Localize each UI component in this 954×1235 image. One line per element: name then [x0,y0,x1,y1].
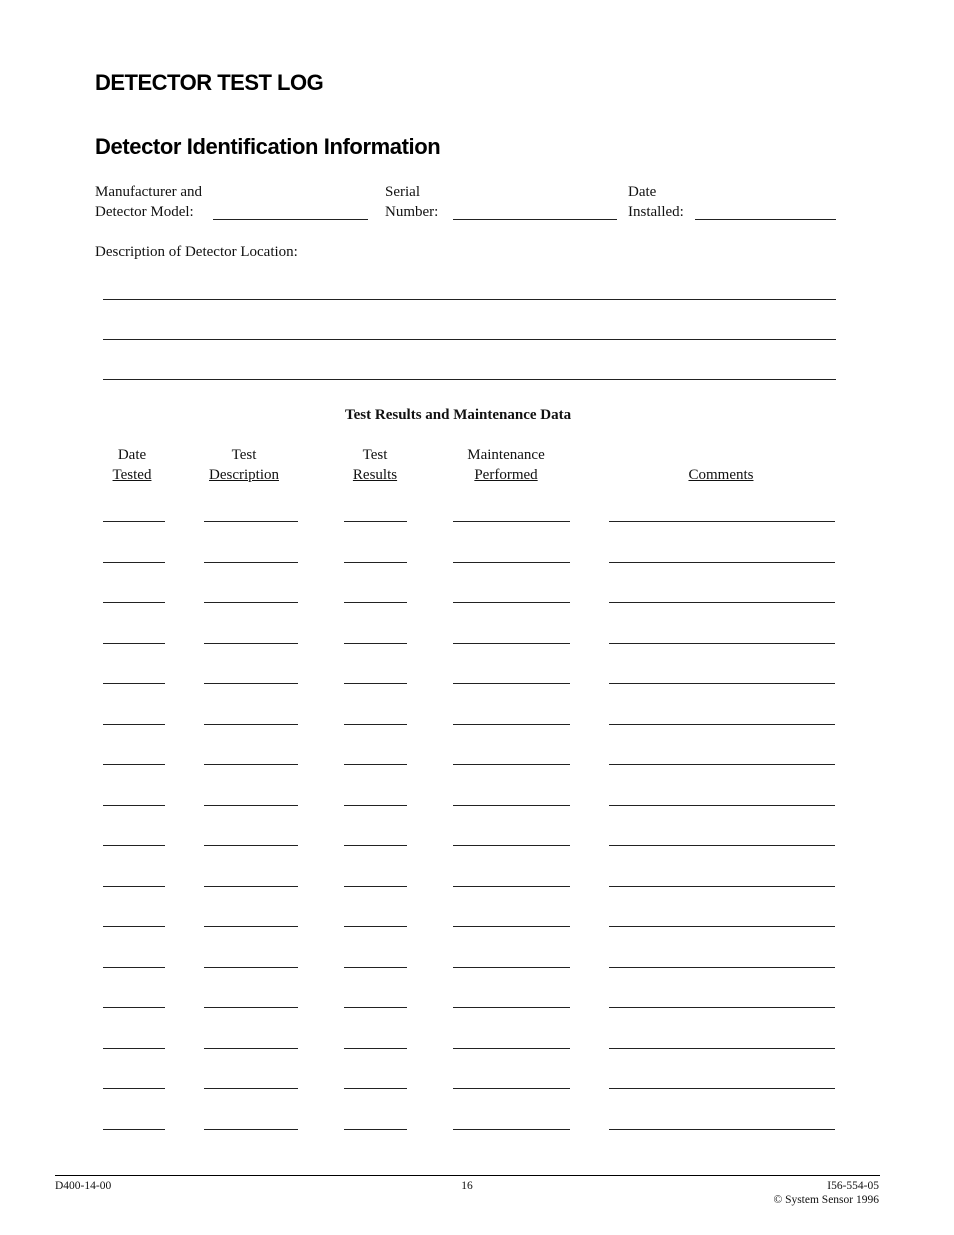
test-description-field[interactable] [204,562,298,563]
test-description-field[interactable] [204,521,298,522]
maintenance-performed-field[interactable] [453,1048,570,1049]
footer-right [773,1179,879,1207]
maintenance-performed-field[interactable] [453,886,570,887]
serial-label-line2: Number: [385,204,439,220]
test-results-field[interactable] [344,643,407,644]
test-results-field[interactable] [344,562,407,563]
column-header-top: Date [117,447,147,463]
test-results-field[interactable] [344,683,407,684]
column-header-top [661,445,781,465]
test-description-field[interactable] [204,724,298,725]
test-description-field[interactable] [204,643,298,644]
comments-field[interactable] [609,562,835,563]
footer-doc-code: D400-14-00 [55,1180,112,1192]
date-tested-field[interactable] [103,845,165,846]
date-installed-label-line1: Date [628,184,657,200]
maintenance-performed-field[interactable] [453,967,570,968]
column-header-top: Maintenance [467,447,545,463]
column-header-top: Test [362,447,388,463]
maintenance-performed-field[interactable] [453,683,570,684]
column-header-bottom: Tested [112,467,152,483]
date-installed-field[interactable] [695,219,836,220]
comments-field[interactable] [609,602,835,603]
test-results-field[interactable] [344,602,407,603]
date-tested-field[interactable] [103,683,165,684]
maintenance-performed-field[interactable] [453,562,570,563]
date-tested-field[interactable] [103,521,165,522]
test-description-field[interactable] [204,602,298,603]
comments-field[interactable] [609,764,835,765]
comments-field[interactable] [609,521,835,522]
test-results-field[interactable] [344,845,407,846]
test-results-field[interactable] [344,1088,407,1089]
maintenance-performed-field[interactable] [453,1007,570,1008]
location-label: Description of Detector Location: [95,244,298,260]
date-tested-field[interactable] [103,1088,165,1089]
serial-number-field[interactable] [453,219,617,220]
maintenance-performed-field[interactable] [453,926,570,927]
test-description-field[interactable] [204,1007,298,1008]
test-results-field[interactable] [344,764,407,765]
date-tested-field[interactable] [103,886,165,887]
maintenance-performed-field[interactable] [453,724,570,725]
comments-field[interactable] [609,845,835,846]
maintenance-performed-field[interactable] [453,845,570,846]
manufacturer-model-field[interactable] [213,219,368,220]
test-description-field[interactable] [204,1129,298,1130]
comments-field[interactable] [609,1129,835,1130]
test-results-field[interactable] [344,926,407,927]
maintenance-performed-field[interactable] [453,805,570,806]
column-header-test-description [194,445,294,485]
date-tested-field[interactable] [103,602,165,603]
date-tested-field[interactable] [103,724,165,725]
test-description-field[interactable] [204,1048,298,1049]
test-description-field[interactable] [204,683,298,684]
test-results-field[interactable] [344,1129,407,1130]
manufacturer-label-line2: Detector Model: [95,204,194,220]
comments-field[interactable] [609,1048,835,1049]
column-header-top: Test [231,447,257,463]
footer-doc-number: I56-554-05 [827,1180,879,1192]
page-number: 16 [461,1180,473,1192]
test-description-field[interactable] [204,764,298,765]
date-installed-label-line2: Installed: [628,204,684,220]
test-description-field[interactable] [204,805,298,806]
location-line[interactable] [103,379,836,380]
comments-field[interactable] [609,805,835,806]
column-header-bottom: Results [352,467,398,483]
column-header-test-results [335,445,415,485]
comments-field[interactable] [609,724,835,725]
date-tested-field[interactable] [103,764,165,765]
maintenance-performed-field[interactable] [453,764,570,765]
test-description-field[interactable] [204,886,298,887]
test-description-field[interactable] [204,926,298,927]
test-description-field[interactable] [204,1088,298,1089]
test-results-field[interactable] [344,521,407,522]
comments-field[interactable] [609,1007,835,1008]
date-tested-field[interactable] [103,1007,165,1008]
maintenance-performed-field[interactable] [453,602,570,603]
column-header-date [92,445,172,485]
date-tested-field[interactable] [103,967,165,968]
test-description-field[interactable] [204,845,298,846]
test-results-field[interactable] [344,805,407,806]
table-title: Test Results and Maintenance Data [345,407,572,423]
maintenance-performed-field[interactable] [453,1088,570,1089]
section-title: Detector Identification Information [95,134,441,159]
copyright-notice: © System Sensor 1996 [773,1194,879,1206]
test-results-field[interactable] [344,886,407,887]
comments-field[interactable] [609,643,835,644]
date-tested-field[interactable] [103,805,165,806]
manufacturer-label-line1: Manufacturer and [95,184,203,200]
date-tested-field[interactable] [103,1048,165,1049]
comments-field[interactable] [609,967,835,968]
location-line[interactable] [103,299,836,300]
comments-field[interactable] [609,886,835,887]
test-results-field[interactable] [344,967,407,968]
maintenance-performed-field[interactable] [453,521,570,522]
maintenance-performed-field[interactable] [453,1129,570,1130]
serial-label-line1: Serial [385,184,420,200]
test-results-field[interactable] [344,1007,407,1008]
column-header-comments [661,445,781,485]
column-header-bottom: Performed [474,467,538,483]
test-results-field[interactable] [344,724,407,725]
location-line[interactable] [103,339,836,340]
page-title: DETECTOR TEST LOG [95,70,324,95]
comments-field[interactable] [609,683,835,684]
maintenance-performed-field[interactable] [453,643,570,644]
date-tested-field[interactable] [103,562,165,563]
date-tested-field[interactable] [103,926,165,927]
test-results-field[interactable] [344,1048,407,1049]
date-tested-field[interactable] [103,643,165,644]
comments-field[interactable] [609,926,835,927]
column-header-bottom: Description [209,467,279,483]
footer-rule [55,1175,880,1176]
test-description-field[interactable] [204,967,298,968]
date-tested-field[interactable] [103,1129,165,1130]
column-header-maintenance [446,445,566,485]
column-header-bottom: Comments [688,467,754,483]
comments-field[interactable] [609,1088,835,1089]
